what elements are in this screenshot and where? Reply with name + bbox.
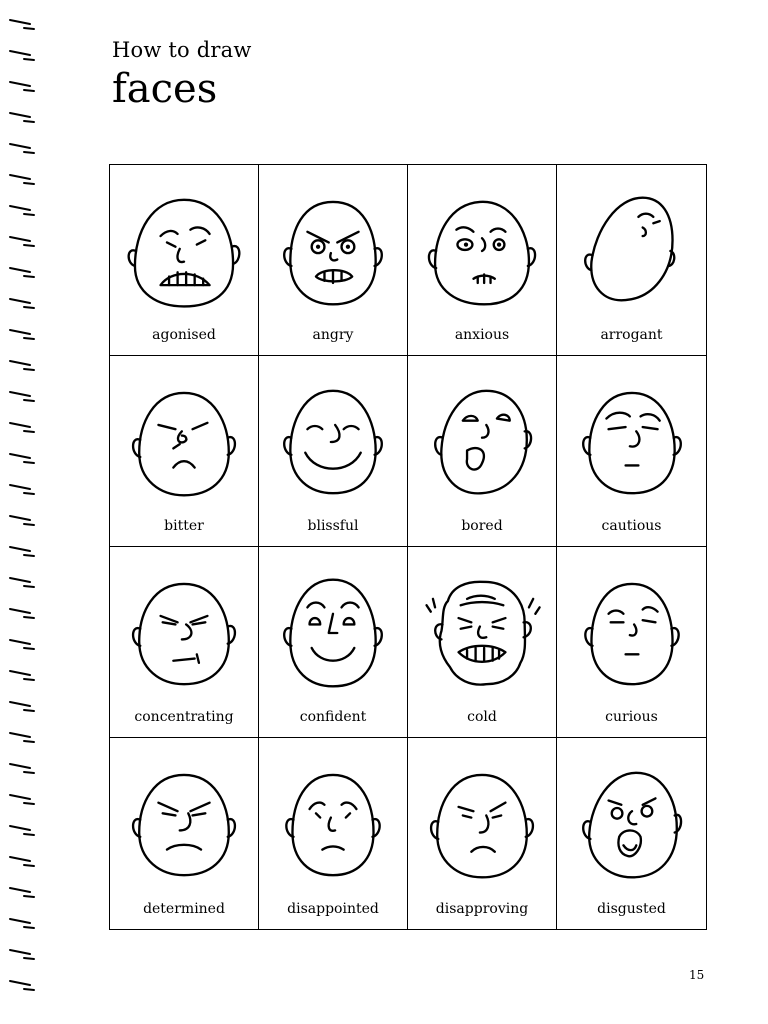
binding-mark xyxy=(10,764,34,773)
face-label: cautious xyxy=(601,518,662,534)
binding-mark xyxy=(10,454,34,463)
binding-mark xyxy=(10,857,34,866)
binding-mark xyxy=(10,237,34,246)
binding-mark xyxy=(10,485,34,494)
binding-mark xyxy=(10,330,34,339)
cold-face-icon xyxy=(418,569,546,697)
binding-mark xyxy=(10,795,34,804)
binding-mark xyxy=(10,20,34,29)
bitter-face-icon xyxy=(120,378,248,506)
binding-mark xyxy=(10,423,34,432)
cautious-face-icon xyxy=(568,378,696,506)
faces-grid xyxy=(109,164,707,930)
face-cell xyxy=(259,356,408,547)
binding-mark xyxy=(10,671,34,680)
face-cell xyxy=(557,165,706,356)
disgusted-face-icon xyxy=(568,760,696,888)
binding-mark xyxy=(10,144,34,153)
face-cell xyxy=(408,165,557,356)
face-cell xyxy=(110,738,259,929)
binding-mark xyxy=(10,51,34,60)
curious-face-icon xyxy=(568,569,696,697)
binding-mark xyxy=(10,206,34,215)
page-title: faces xyxy=(112,66,218,112)
face-label: cold xyxy=(467,709,497,725)
binding-mark xyxy=(10,702,34,711)
face-cell xyxy=(110,165,259,356)
face-label: anxious xyxy=(454,327,510,343)
binding-mark xyxy=(10,392,34,401)
face-cell xyxy=(408,738,557,929)
face-cell xyxy=(557,738,706,929)
binding-mark xyxy=(10,361,34,370)
page-number: 15 xyxy=(689,968,705,982)
angry-face-icon xyxy=(269,187,397,315)
determined-face-icon xyxy=(120,760,248,888)
face-label: curious xyxy=(605,709,658,725)
blissful-face-icon xyxy=(269,378,397,506)
face-cell xyxy=(408,356,557,547)
binding-mark xyxy=(10,609,34,618)
face-label: disgusted xyxy=(597,901,666,917)
binding-mark xyxy=(10,82,34,91)
face-label: arrogant xyxy=(600,327,663,343)
face-label: agonised xyxy=(152,327,216,343)
binding-mark xyxy=(10,268,34,277)
face-label: bitter xyxy=(164,518,204,534)
face-cell xyxy=(557,356,706,547)
binding-mark xyxy=(10,113,34,122)
binding-mark xyxy=(10,299,34,308)
face-label: determined xyxy=(143,901,225,917)
face-cell xyxy=(110,356,259,547)
face-cell xyxy=(259,547,408,738)
binding-mark xyxy=(10,516,34,525)
face-label: blissful xyxy=(307,518,359,534)
face-cell xyxy=(259,165,408,356)
page-heading xyxy=(112,36,252,112)
page-subtitle: How to draw xyxy=(112,38,252,62)
bored-face-icon xyxy=(418,378,546,506)
arrogant-face-icon xyxy=(568,187,696,315)
binding-mark xyxy=(10,175,34,184)
face-label: confident xyxy=(299,709,367,725)
binding-mark xyxy=(10,950,34,959)
binding-mark xyxy=(10,981,34,990)
binding-mark xyxy=(10,888,34,897)
confident-face-icon xyxy=(269,569,397,697)
anxious-face-icon xyxy=(418,187,546,315)
binding-mark xyxy=(10,733,34,742)
binding-mark xyxy=(10,578,34,587)
disapproving-face-icon xyxy=(418,760,546,888)
binding-mark xyxy=(10,919,34,928)
face-cell xyxy=(259,738,408,929)
binding-mark xyxy=(10,640,34,649)
face-label: disappointed xyxy=(287,901,379,917)
face-cell xyxy=(557,547,706,738)
face-label: angry xyxy=(312,327,354,343)
face-label: bored xyxy=(461,518,503,534)
face-cell xyxy=(408,547,557,738)
agonised-face-icon xyxy=(120,187,248,315)
face-label: disapproving xyxy=(435,901,529,917)
spiral-binding xyxy=(0,0,44,1024)
disappointed-face-icon xyxy=(269,760,397,888)
binding-mark xyxy=(10,547,34,556)
face-cell xyxy=(110,547,259,738)
concentrating-face-icon xyxy=(120,569,248,697)
binding-mark xyxy=(10,826,34,835)
face-label: concentrating xyxy=(134,709,234,725)
